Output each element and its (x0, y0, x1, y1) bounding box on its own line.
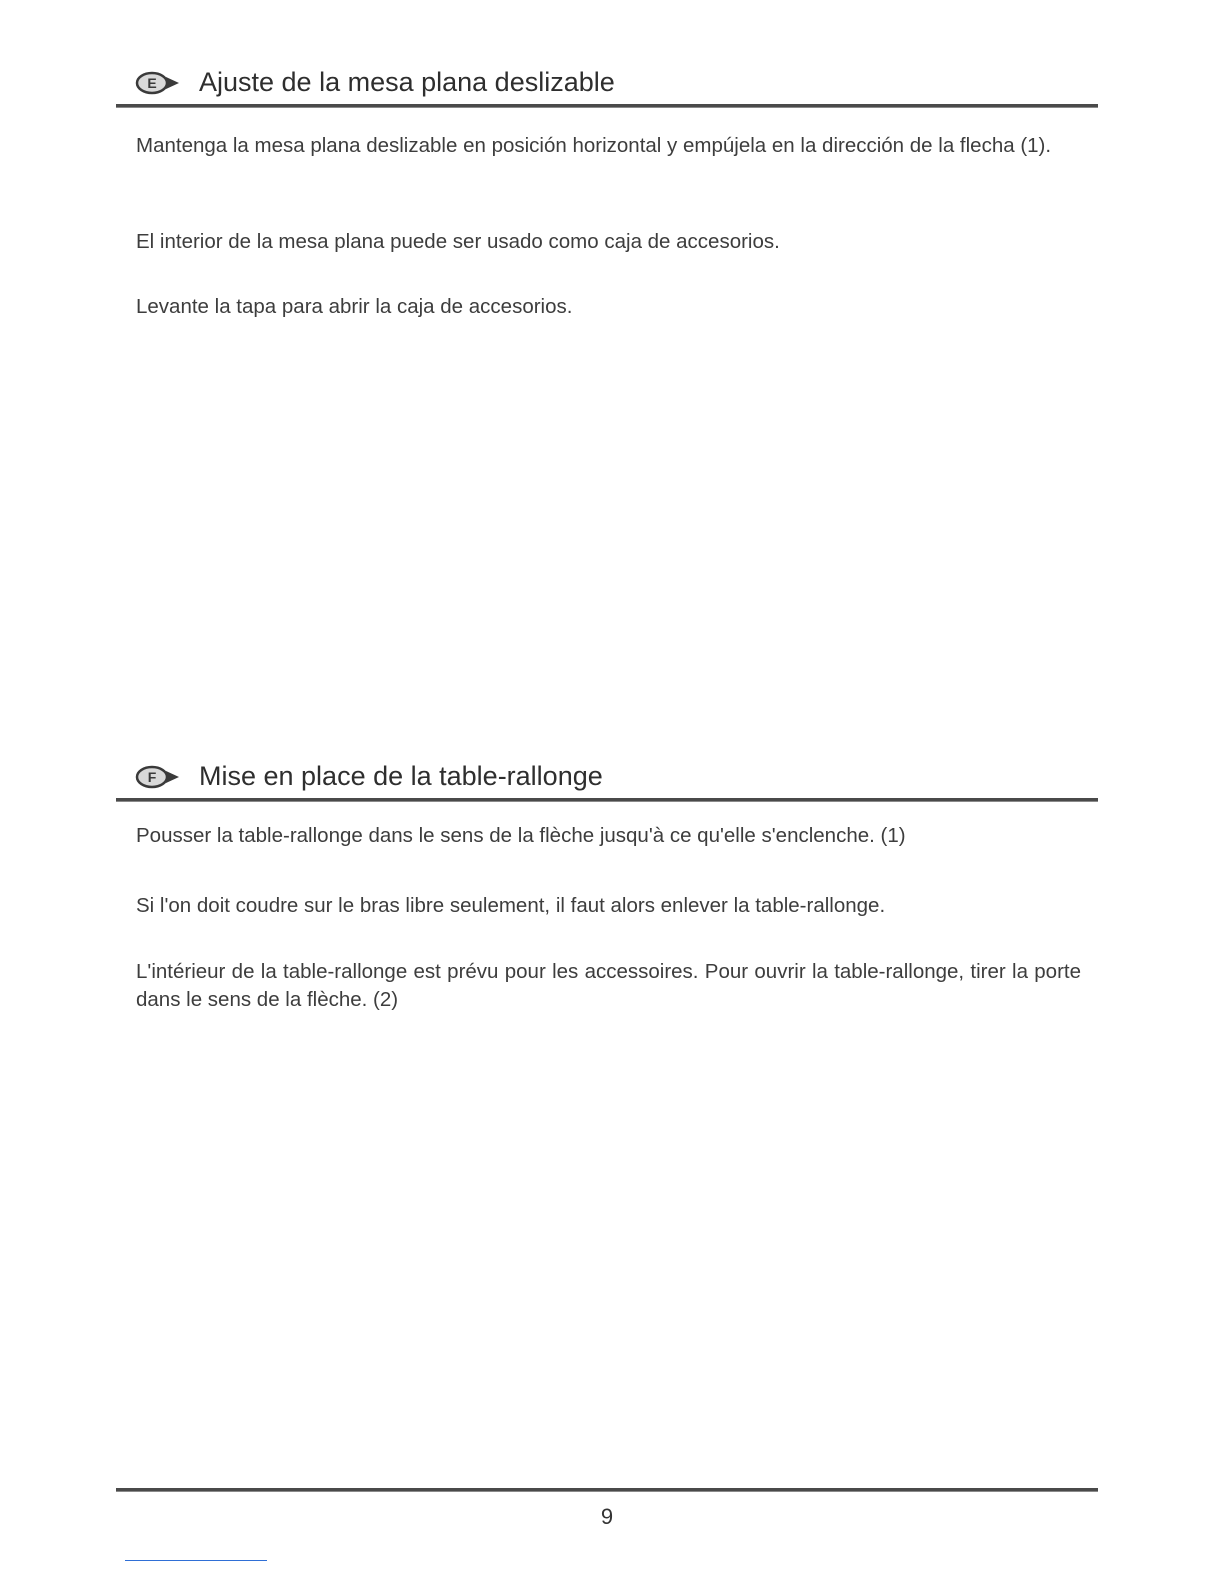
paragraph: Pousser la table-rallonge dans le sens de la flèche jusqu'à ce qu'elle s'enclenche. (1) (136, 824, 906, 847)
section-title: Mise en place de la table-rallonge (199, 761, 603, 791)
section-heading (116, 758, 1098, 801)
paragraph: L'intérieur de la table-rallonge est prévu pour les accessoires. Pour ouvrir la table-rallonge, tirer la porte dans le sens de la flèche. (2) (136, 960, 1081, 1011)
link-underline (125, 1560, 267, 1561)
footer-rule (116, 1488, 1098, 1491)
paragraph: Si l'on doit coudre sur le bras libre seulement, il faut alors enlever la table-rallonge. (136, 894, 886, 917)
paragraph: Levante la tapa para abrir la caja de accesorios. (136, 295, 573, 318)
section-french (116, 758, 1098, 1011)
section-title: Ajuste de la mesa plana deslizable (199, 67, 615, 97)
section-spanish (116, 64, 1098, 318)
language-badge-f-icon (134, 765, 182, 789)
section-heading (116, 64, 1098, 107)
page-number: 9 (600, 1504, 614, 1529)
paragraph: Mantenga la mesa plana deslizable en posición horizontal y empújela en la dirección de la flecha (1). (136, 134, 1052, 157)
language-badge-e-icon (134, 71, 182, 95)
svg-text:F: F (147, 769, 157, 785)
paragraph: El interior de la mesa plana puede ser usado como caja de accesorios. (136, 230, 780, 253)
svg-text:E: E (147, 75, 157, 91)
